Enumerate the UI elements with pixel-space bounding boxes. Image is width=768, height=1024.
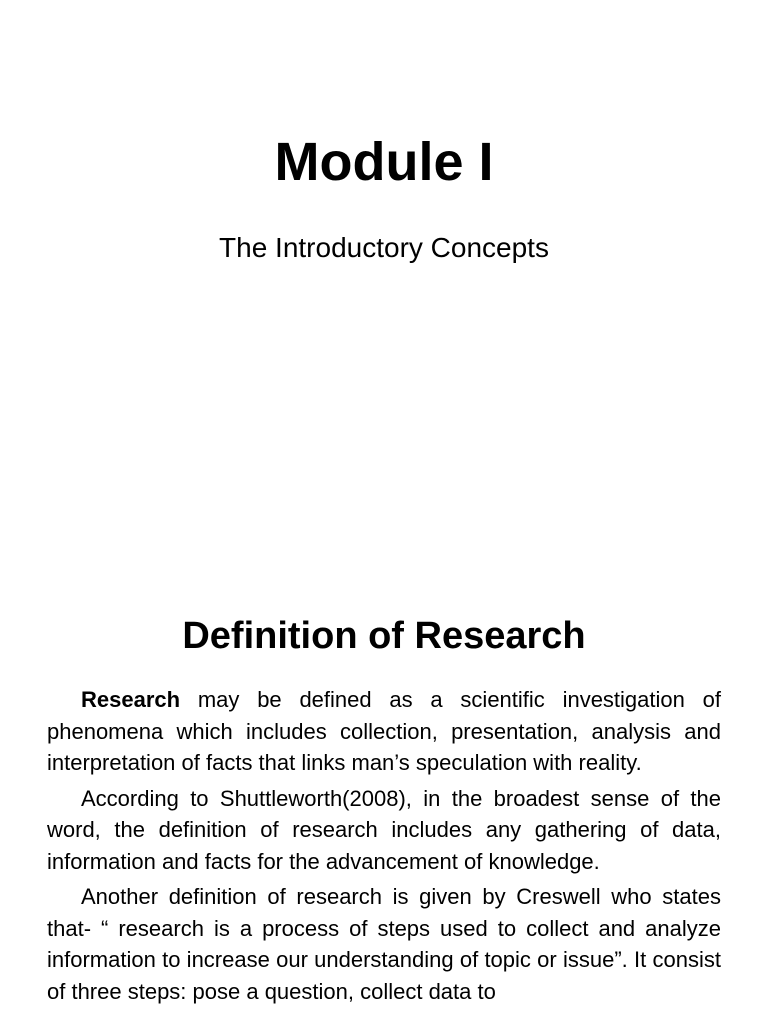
section-heading: Definition of Research xyxy=(182,615,586,657)
module-subtitle: The Introductory Concepts xyxy=(219,232,549,263)
body-text xyxy=(47,684,721,1011)
paragraph-creswell: Another definition of research is given by Creswell who states that- “ research is a process of steps used to collect and analyze information to increase our understanding of topic or issue”. It consist of three steps: pose a question, collect data to xyxy=(47,884,721,1004)
paragraph-shuttleworth: According to Shuttleworth(2008), in the broadest sense of the word, the definition of research includes any gathering of data, information and facts for the advancement of knowledge. xyxy=(47,785,721,874)
module-title: Module I xyxy=(274,132,494,192)
paragraph-research-definition xyxy=(47,684,721,779)
definition-slide xyxy=(0,600,768,1024)
paragraph-1-text: may be defined as a scientific investigation of phenomena which includes collection, presentation, analysis and interpretation of facts that links man’s speculation with reality. xyxy=(47,687,721,775)
bold-term: Research xyxy=(81,687,181,712)
